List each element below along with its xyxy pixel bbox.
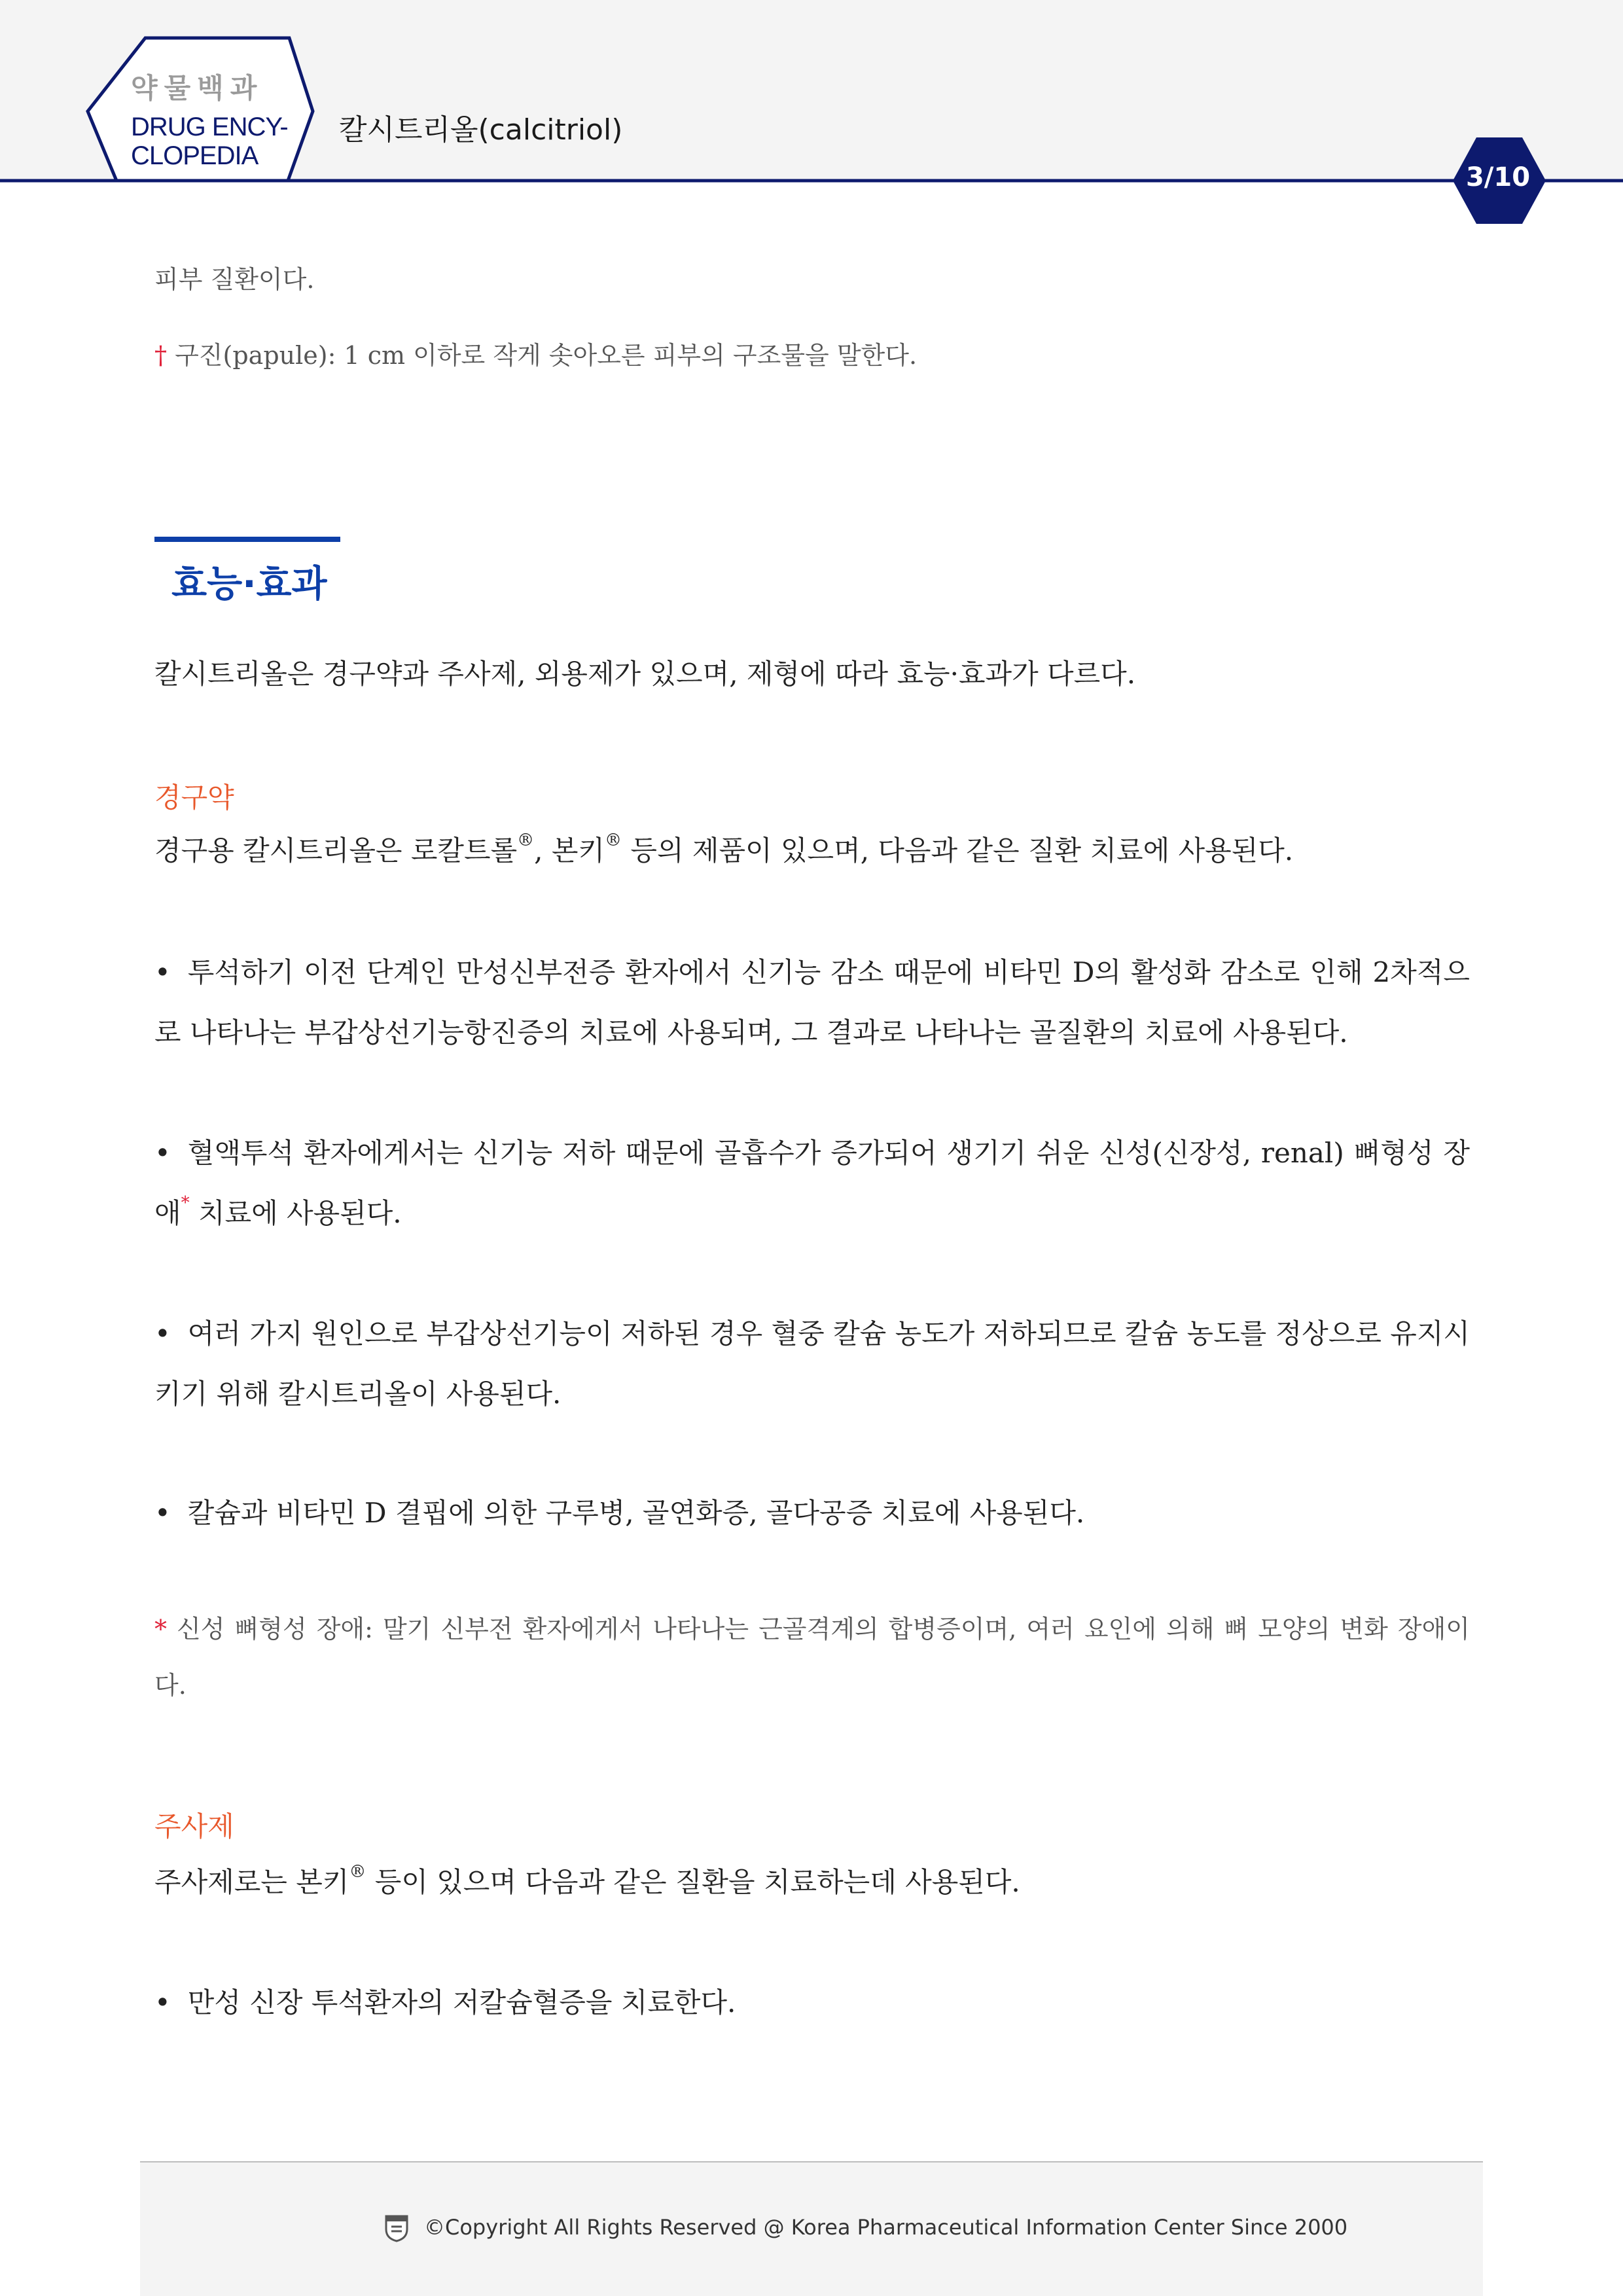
oral-lead-text-2: , 본키 bbox=[534, 834, 605, 867]
injection-bullet-1-text: 만성 신장 투석환자의 저칼슘혈증을 치료한다. bbox=[187, 1986, 736, 2018]
logo-korean: 약물백과 bbox=[131, 72, 264, 104]
asterisk-mark: * bbox=[154, 1615, 167, 1643]
copyright-text: ©Copyright All Rights Reserved @ Korea Pharmaceutical Information Center Since 2000 bbox=[424, 2215, 1348, 2240]
oral-bullet-2-text-1: 혈액투석 환자에게서는 신기능 저하 때문에 골흡수가 증가되어 생기기 쉬운 신성(신장성, renal) 뼈형성 장애 bbox=[154, 1137, 1470, 1229]
page-number: 3/10 bbox=[1465, 162, 1531, 192]
registered-mark: ® bbox=[349, 1861, 366, 1882]
bullet-icon: • bbox=[154, 1497, 171, 1529]
oral-lead bbox=[154, 821, 1470, 881]
bullet-icon: • bbox=[154, 956, 171, 988]
oral-heading: 경구약 bbox=[154, 781, 234, 814]
injection-lead-text-1: 주사제로는 본키 bbox=[154, 1866, 349, 1898]
kpic-shield-icon bbox=[383, 2214, 410, 2242]
logo-english-line2: CLOPEDIA bbox=[131, 141, 259, 170]
section-title: 효능·효과 bbox=[171, 563, 327, 605]
dagger-mark: † bbox=[154, 341, 167, 370]
section-intro: 칼시트리올은 경구약과 주사제, 외용제가 있으며, 제형에 따라 효능·효과가 다르다. bbox=[154, 658, 1136, 690]
papule-footnote-text: 구진(papule): 1 cm 이하로 작게 솟아오른 피부의 구조물을 말한다. bbox=[175, 341, 918, 370]
oral-bullet-1 bbox=[154, 942, 1470, 1063]
oral-bullet-2 bbox=[154, 1123, 1470, 1244]
logo-english-line1: DRUG ENCY- bbox=[131, 113, 288, 141]
oral-bullet-3-text: 여러 가지 원인으로 부갑상선기능이 저하된 경우 혈중 칼슘 농도가 저하되므로 칼슘 농도를 정상으로 유지시키기 위해 칼시트리올이 사용된다. bbox=[154, 1318, 1470, 1410]
injection-lead bbox=[154, 1852, 1470, 1912]
oral-bullet-1-text: 투석하기 이전 단계인 만성신부전증 환자에서 신기능 감소 때문에 비타민 D의 활성화 감소로 인해 2차적으로 나타나는 부갑상선기능항진증의 치료에 사용되며, 그 결과로 나타나는 골질환의 치료에 사용된다. bbox=[154, 956, 1470, 1049]
bullet-icon: • bbox=[154, 1137, 171, 1169]
oral-bullet-3 bbox=[154, 1304, 1470, 1424]
bullet-icon: • bbox=[154, 1986, 171, 2018]
oral-lead-text-3: 등의 제품이 있으며, 다음과 같은 질환 치료에 사용된다. bbox=[622, 834, 1294, 867]
registered-mark: ® bbox=[517, 830, 535, 850]
injection-bullet-1 bbox=[154, 1973, 1470, 2033]
injection-lead-text-2: 등이 있으며 다음과 같은 질환을 치료하는데 사용된다. bbox=[366, 1866, 1020, 1898]
registered-mark: ® bbox=[605, 830, 622, 850]
papule-footnote bbox=[154, 327, 1470, 384]
oral-bullet-4 bbox=[154, 1483, 1470, 1543]
bullet-icon: • bbox=[154, 1318, 171, 1350]
injection-heading: 주사제 bbox=[154, 1810, 234, 1842]
asterisk-mark: * bbox=[181, 1193, 190, 1213]
oral-lead-text-1: 경구용 칼시트리올은 로칼트롤 bbox=[154, 834, 518, 867]
document-title: 칼시트리올(calcitriol) bbox=[339, 113, 623, 147]
oral-footnote-text: 신성 뼈형성 장애: 말기 신부전 환자에게서 나타나는 근골격계의 합병증이며, 여러 요인에 의해 뼈 모양의 변화 장애이다. bbox=[154, 1615, 1470, 1700]
oral-footnote bbox=[154, 1601, 1470, 1713]
section-title-bar bbox=[154, 537, 340, 542]
oral-bullet-4-text: 칼슘과 비타민 D 결핍에 의한 구루병, 골연화증, 골다공증 치료에 사용된다. bbox=[187, 1497, 1085, 1529]
oral-bullet-2-text-2: 치료에 사용된다. bbox=[189, 1197, 402, 1229]
continued-text: 피부 질환이다. bbox=[154, 265, 315, 294]
